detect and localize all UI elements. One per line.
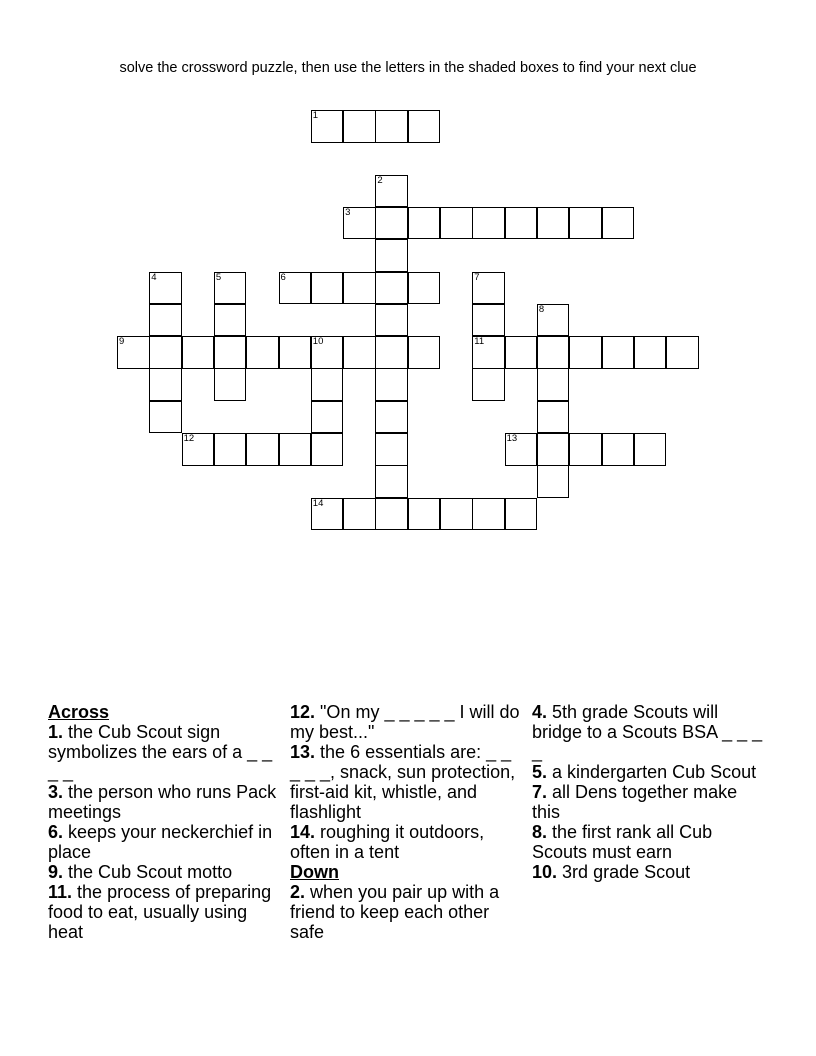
grid-cell[interactable]: [440, 207, 473, 240]
grid-cell[interactable]: [408, 110, 441, 143]
clue-down-5: 5. a kindergarten Cub Scout: [532, 762, 757, 782]
cell-number: 1: [312, 110, 319, 121]
grid-cell[interactable]: [537, 304, 570, 337]
cell-number: 12: [183, 433, 195, 444]
grid-cell[interactable]: [375, 110, 408, 143]
clue-down-8: 8. the first rank all Cub Scouts must earn: [532, 822, 713, 862]
grid-cell[interactable]: [666, 336, 699, 369]
grid-cell[interactable]: [634, 336, 667, 369]
grid-cell[interactable]: [505, 336, 538, 369]
cell-number: 10: [312, 336, 324, 348]
grid-cell[interactable]: [182, 336, 215, 369]
grid-cell[interactable]: [149, 272, 182, 305]
cell-number: 8: [538, 303, 545, 315]
grid-cell[interactable]: [311, 498, 344, 531]
grid-cell[interactable]: [375, 401, 408, 434]
grid-cell[interactable]: [343, 110, 376, 143]
clue-down-2: 2. when you pair up with a friend to keep each other safe: [290, 882, 500, 942]
grid-cell[interactable]: [311, 401, 344, 434]
clue-across-6: 6. keeps your neckerchief in place: [48, 822, 273, 862]
cell-number: 11: [474, 336, 485, 348]
cell-number: 6: [280, 271, 286, 283]
cell-number: 3: [345, 206, 351, 218]
clue-across-14: 14. roughing it outdoors, often in a tent: [290, 822, 485, 862]
grid-cell[interactable]: [537, 433, 570, 466]
grid-cell[interactable]: [279, 272, 312, 305]
cell-number: 14: [312, 497, 324, 509]
clue-across-9: 9. the Cub Scout motto: [48, 862, 233, 882]
grid-cell[interactable]: [375, 433, 408, 466]
instructions: solve the crossword puzzle, then use the letters in the shaded boxes to find your next clue: [119, 60, 697, 76]
cell-number: 9: [119, 336, 125, 348]
grid-cell[interactable]: [505, 498, 538, 531]
cell-number: 7: [474, 271, 480, 283]
grid-cell[interactable]: [537, 336, 570, 369]
grid-cell[interactable]: [182, 433, 215, 466]
clue-across-13: 13. the 6 essentials are: _ _ _ _ _, snack, sun protection, first-aid kit, whistle, and flashlight: [290, 742, 516, 822]
clues-column-3: [532, 702, 768, 882]
clue-down-7: 7. all Dens together make this: [532, 782, 738, 822]
clue-across-1: 1. the Cub Scout sign symbolizes the ears of a _ _ _ _: [48, 722, 273, 782]
grid-cell[interactable]: [149, 336, 182, 369]
clue-down-4: 4. 5th grade Scouts will bridge to a Scouts BSA _ _ _ _: [532, 702, 763, 762]
grid-cell[interactable]: [214, 433, 247, 466]
grid-cell[interactable]: [408, 336, 441, 369]
clue-across-12: 12. "On my _ _ _ _ _ I will do my best...": [290, 702, 520, 742]
grid-cell[interactable]: [569, 336, 602, 369]
grid-cell[interactable]: [246, 433, 279, 466]
cell-number: 2: [377, 174, 383, 186]
grid-cell[interactable]: [311, 368, 344, 401]
across-heading: Across: [48, 702, 110, 722]
grid-cell[interactable]: [375, 498, 408, 531]
grid-cell[interactable]: [537, 465, 570, 498]
grid-cell[interactable]: [537, 401, 570, 434]
grid-cell[interactable]: [375, 304, 408, 337]
grid-cell[interactable]: [408, 207, 441, 240]
grid-cell[interactable]: [634, 433, 667, 466]
grid-cell[interactable]: [214, 336, 247, 369]
grid-cell[interactable]: [214, 272, 247, 305]
grid-cell[interactable]: [408, 498, 441, 531]
grid-cell[interactable]: [117, 336, 150, 369]
grid-cell[interactable]: [472, 272, 505, 305]
grid-cell[interactable]: [375, 336, 408, 369]
grid-cell[interactable]: [149, 368, 182, 401]
grid-cell[interactable]: [246, 336, 279, 369]
grid-cell[interactable]: [311, 336, 344, 369]
grid-cell[interactable]: [602, 207, 635, 240]
grid-cell[interactable]: [375, 239, 408, 272]
grid-cell[interactable]: [505, 207, 538, 240]
clues-column-1: [48, 702, 284, 942]
down-heading: Down: [290, 862, 339, 882]
grid-cell[interactable]: [343, 498, 376, 531]
grid-cell[interactable]: [279, 336, 312, 369]
grid-cell[interactable]: [375, 207, 408, 240]
grid-cell[interactable]: [505, 433, 538, 466]
grid-cell[interactable]: [375, 368, 408, 401]
grid-cell[interactable]: [343, 207, 376, 240]
grid-cell[interactable]: [311, 272, 344, 305]
grid-cell[interactable]: [375, 465, 408, 498]
grid-cell[interactable]: [472, 207, 505, 240]
grid-cell[interactable]: [214, 368, 247, 401]
cell-number: 5: [215, 271, 222, 283]
grid-cell[interactable]: [537, 368, 570, 401]
clue-down-10: 10. 3rd grade Scout: [532, 862, 691, 882]
clues-column-2: [290, 702, 526, 942]
cell-number: 4: [151, 271, 157, 283]
grid-cell[interactable]: [602, 433, 635, 466]
grid-cell[interactable]: [569, 207, 602, 240]
grid-cell[interactable]: [602, 336, 635, 369]
grid-cell[interactable]: [375, 175, 408, 208]
grid-cell[interactable]: [311, 110, 344, 143]
grid-cell[interactable]: [537, 207, 570, 240]
grid-cell[interactable]: [214, 304, 247, 337]
grid-cell[interactable]: [343, 336, 376, 369]
grid-cell[interactable]: [279, 433, 312, 466]
grid-cell[interactable]: [472, 498, 505, 531]
grid-cell[interactable]: [149, 401, 182, 434]
grid-cell[interactable]: [472, 336, 505, 369]
clue-across-3: 3. the person who runs Pack meetings: [48, 782, 277, 822]
cell-number: 13: [506, 433, 518, 444]
grid-cell[interactable]: [569, 433, 602, 466]
grid-cell[interactable]: [440, 498, 473, 531]
grid-cell[interactable]: [149, 304, 182, 337]
grid-cell[interactable]: [311, 433, 344, 466]
grid-cell[interactable]: [375, 272, 408, 305]
grid-cell[interactable]: [472, 304, 505, 337]
clue-across-11: 11. the process of preparing food to eat, usually using heat: [48, 882, 272, 942]
grid-cell[interactable]: [343, 272, 376, 305]
grid-cell[interactable]: [472, 368, 505, 401]
grid-cell[interactable]: [408, 272, 441, 305]
